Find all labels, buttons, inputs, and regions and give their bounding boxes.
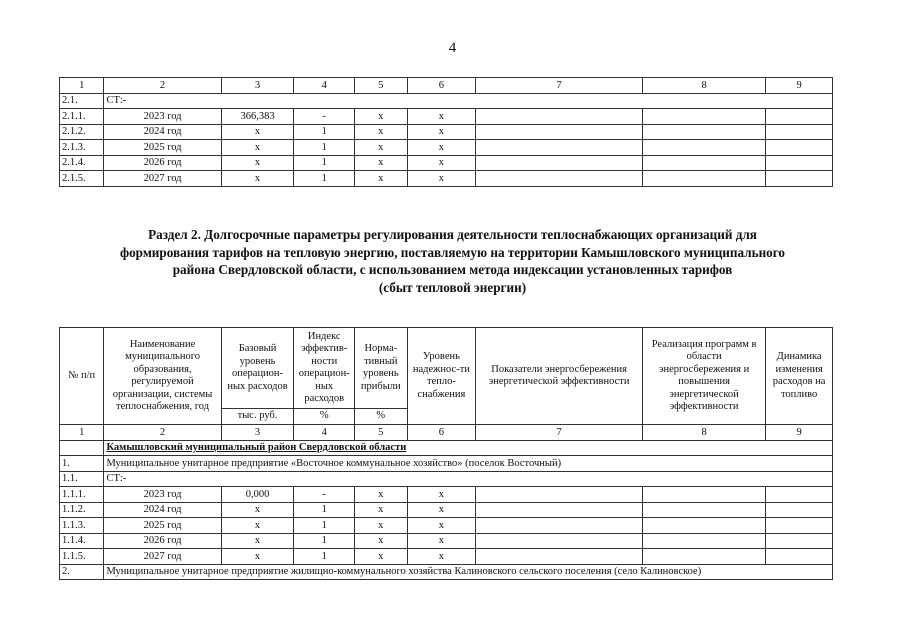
cell [642,533,765,549]
cell [476,171,643,187]
empty-cell [60,440,104,456]
col-num: 8 [642,78,765,94]
row-number: 2.1. [60,93,104,109]
header-name: Наименование муниципального образования, регулируемой организации, системы теплоснабжения, год [104,328,221,425]
system-label: СТ:- [104,471,833,487]
table-row [60,518,833,534]
cell: х [221,502,294,518]
header-efficiency-index: Индекс эффектив-ности операцион-ных расходов [294,328,355,409]
row-number: 1.1. [60,471,104,487]
organization-name: Муниципальное унитарное предприятие «Восточное коммунальное хозяйство» (поселок Восточный) [104,456,833,472]
unit-cell: тыс. руб. [221,409,294,425]
column-number-row [60,78,833,94]
cell [766,518,833,534]
cell: - [294,487,355,503]
cell: х [355,155,408,171]
cell: х [355,109,408,125]
header-reliability: Уровень надежнос-ти тепло-снабжения [407,328,476,425]
cell [642,502,765,518]
col-num: 7 [476,425,643,441]
year-cell: 2026 год [104,155,221,171]
col-num: 6 [407,425,476,441]
table-row [60,549,833,565]
cell: 1 [294,518,355,534]
district-row [60,440,833,456]
col-num: 8 [642,425,765,441]
year-cell: 2025 год [104,140,221,156]
row-number: 1.1.3. [60,518,104,534]
col-num: 6 [407,78,476,94]
section-title-line: (сбыт тепловой энергии) [378,279,527,295]
cell: х [407,109,476,125]
cell [642,109,765,125]
cell [766,171,833,187]
col-num: 1 [60,78,104,94]
header-row [60,328,833,409]
cell [642,124,765,140]
row-number: 1. [60,456,104,472]
cell: х [221,533,294,549]
table-row [60,109,833,125]
system-label: СТ:- [104,93,833,109]
cell [766,487,833,503]
cell: х [221,140,294,156]
cell [766,502,833,518]
cell: 1 [294,549,355,565]
cell [642,171,765,187]
year-cell: 2025 год [104,518,221,534]
year-cell: 2027 год [104,171,221,187]
cell [476,549,643,565]
year-cell: 2024 год [104,502,221,518]
cell [766,549,833,565]
cell [476,518,643,534]
col-num: 3 [221,425,294,441]
cell: х [407,155,476,171]
parameters-table [59,327,833,580]
row-number: 2.1.3. [60,140,104,156]
year-cell: 2027 год [104,549,221,565]
cell: х [355,502,408,518]
year-cell: 2023 год [104,109,221,125]
cell: 1 [294,140,355,156]
organization-name: Муниципальное унитарное предприятие жилищно-коммунального хозяйства Калиновского сельского поселения (село Калиновское) [104,564,833,580]
system-row [60,471,833,487]
table-row [60,140,833,156]
cell [642,140,765,156]
cell [476,533,643,549]
table-row [60,533,833,549]
cell: х [407,533,476,549]
cell [642,487,765,503]
cell: х [407,124,476,140]
year-cell: 2026 год [104,533,221,549]
cell: х [355,533,408,549]
col-num: 2 [104,78,221,94]
cell [476,502,643,518]
cell: х [355,549,408,565]
table-row [60,93,833,109]
col-num: 4 [294,425,355,441]
section-title [60,226,845,296]
col-num: 3 [221,78,294,94]
col-num: 5 [355,425,408,441]
row-number: 1.1.4. [60,533,104,549]
cell [476,487,643,503]
table-row [60,502,833,518]
cell [766,140,833,156]
page-number: 4 [448,40,457,56]
cell: х [221,518,294,534]
year-cell: 2023 год [104,487,221,503]
cell [476,140,643,156]
column-number-row [60,425,833,441]
cell [766,109,833,125]
cell: 1 [294,502,355,518]
header-num: № п/п [60,328,104,425]
header-programs: Реализация программ в области энергосбережения и повышения энергетической эффективности [642,328,765,425]
row-number: 2.1.5. [60,171,104,187]
col-num: 2 [104,425,221,441]
unit-cell: % [355,409,408,425]
col-num: 7 [476,78,643,94]
row-number: 2.1.2. [60,124,104,140]
cell: х [407,518,476,534]
cell: х [407,502,476,518]
cell: х [355,171,408,187]
col-num: 9 [766,78,833,94]
district-name: Камышловский муниципальный район Свердловской области [104,440,833,456]
cell [766,155,833,171]
header-fuel-dynamics: Динамика изменения расходов на топливо [766,328,833,425]
section-title-line: формирования тарифов на тепловую энергию, поставляемую на территории Камышловского муниципального [119,244,786,260]
cell: х [221,171,294,187]
cell [642,155,765,171]
table-row [60,171,833,187]
cell [766,533,833,549]
cell: - [294,109,355,125]
cell: х [407,487,476,503]
cell [642,549,765,565]
row-number: 1.1.5. [60,549,104,565]
cell: 366,383 [221,109,294,125]
col-num: 5 [355,78,408,94]
cell [476,124,643,140]
header-profit-level: Норма-тивный уровень прибыли [355,328,408,409]
cell: х [355,518,408,534]
table-row [60,155,833,171]
table-row [60,487,833,503]
unit-cell: % [294,409,355,425]
section-title-line: района Свердловской области, с использованием метода индексации установленных тарифов [172,262,733,277]
cell [476,109,643,125]
table-row [60,124,833,140]
cell: х [355,140,408,156]
row-number: 1.1.2. [60,502,104,518]
cell: х [221,124,294,140]
row-number: 2. [60,564,104,580]
organization-row [60,564,833,580]
cell: х [221,155,294,171]
organization-row [60,456,833,472]
cell: 1 [294,533,355,549]
table-continued [59,77,833,187]
cell: х [407,171,476,187]
cell: 0,000 [221,487,294,503]
cell: х [407,140,476,156]
cell: 1 [294,155,355,171]
cell: х [407,549,476,565]
cell: х [221,549,294,565]
row-number: 2.1.4. [60,155,104,171]
cell: 1 [294,124,355,140]
cell: х [355,487,408,503]
cell [766,124,833,140]
row-number: 1.1.1. [60,487,104,503]
cell [476,155,643,171]
cell: 1 [294,171,355,187]
row-number: 2.1.1. [60,109,104,125]
header-base-opex: Базовый уровень операцион-ных расходов [221,328,294,409]
header-energy-saving: Показатели энергосбережения энергетической эффективности [476,328,643,425]
col-num: 4 [294,78,355,94]
section-title-line: Раздел 2. Долгосрочные параметры регулирования деятельности теплоснабжающих организаций для [148,227,757,242]
cell: х [355,124,408,140]
cell [642,518,765,534]
year-cell: 2024 год [104,124,221,140]
col-num: 9 [766,425,833,441]
col-num: 1 [60,425,104,441]
